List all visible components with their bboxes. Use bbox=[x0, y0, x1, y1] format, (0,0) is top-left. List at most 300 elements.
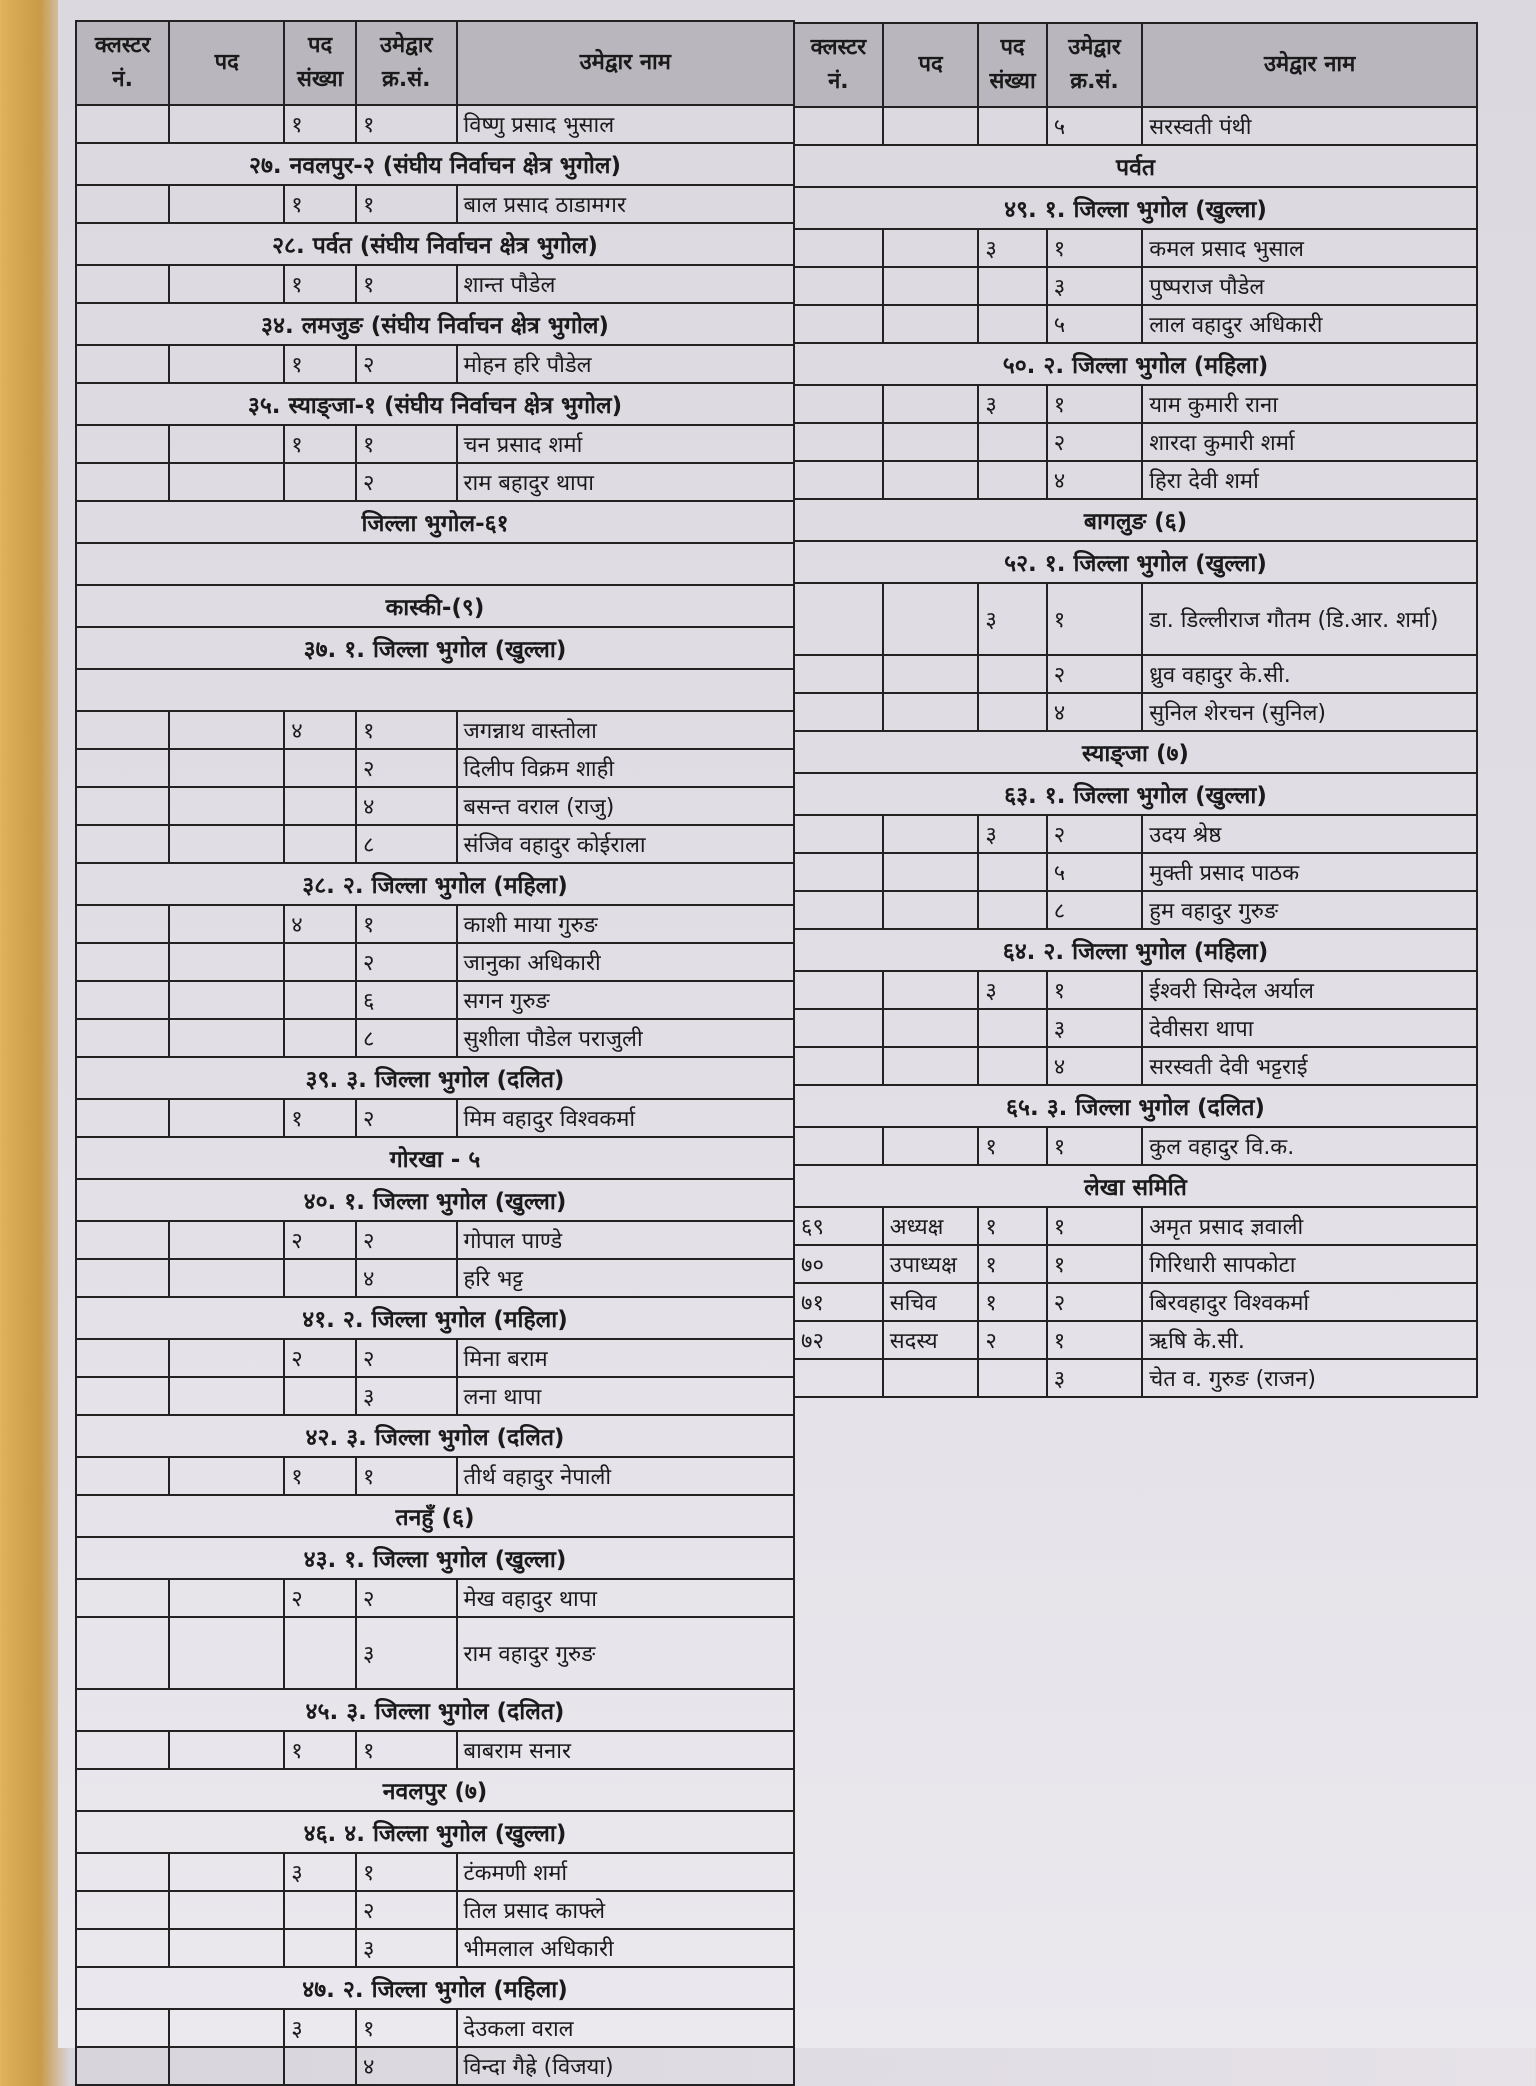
table-row bbox=[794, 229, 1477, 267]
cell-name: सरस्वती पंथी bbox=[1142, 107, 1477, 145]
section-heading: लेखा समिति bbox=[794, 1165, 1477, 1207]
cell-cluster bbox=[76, 825, 169, 863]
cell-serial: १ bbox=[1047, 229, 1143, 267]
cell-post bbox=[883, 1359, 979, 1397]
cell-post bbox=[169, 1617, 284, 1689]
cell-serial: ५ bbox=[1047, 305, 1143, 343]
section-row bbox=[76, 1537, 794, 1579]
table-row bbox=[794, 461, 1477, 499]
table-row bbox=[76, 1929, 794, 1967]
table-row bbox=[76, 787, 794, 825]
cell-serial: १ bbox=[1047, 583, 1143, 655]
table-row bbox=[76, 1853, 794, 1891]
cell-count bbox=[284, 1377, 356, 1415]
cell-count: ३ bbox=[284, 1853, 356, 1891]
cell-name: जगन्नाथ वास्तोला bbox=[457, 711, 794, 749]
section-heading: ४५. ३. जिल्ला भुगोल (दलित) bbox=[76, 1689, 794, 1731]
cell-serial: २ bbox=[356, 1579, 457, 1617]
section-heading: ४१. २. जिल्ला भुगोल (महिला) bbox=[76, 1297, 794, 1339]
cell-count: १ bbox=[284, 105, 356, 143]
section-row bbox=[794, 343, 1477, 385]
cell-serial: २ bbox=[356, 1339, 457, 1377]
cell-name: टंकमणी शर्मा bbox=[457, 1853, 794, 1891]
cell-count: २ bbox=[284, 1221, 356, 1259]
cell-cluster bbox=[76, 1929, 169, 1967]
table-row bbox=[76, 1617, 794, 1689]
cell-post bbox=[169, 749, 284, 787]
cell-cluster bbox=[794, 815, 883, 853]
table-row bbox=[794, 1245, 1477, 1283]
table-row bbox=[794, 1009, 1477, 1047]
cell-name: ऋषि के.सी. bbox=[1142, 1321, 1477, 1359]
cell-serial: ३ bbox=[356, 1617, 457, 1689]
cell-serial: ४ bbox=[1047, 461, 1143, 499]
cell-name: चेत व. गुरुङ (राजन) bbox=[1142, 1359, 1477, 1397]
cell-count: २ bbox=[284, 1579, 356, 1617]
table-row bbox=[794, 891, 1477, 929]
cell-post bbox=[883, 461, 979, 499]
cell-post bbox=[169, 345, 284, 383]
cell-name: याम कुमारी राना bbox=[1142, 385, 1477, 423]
section-row bbox=[794, 773, 1477, 815]
cell-serial: ८ bbox=[356, 1019, 457, 1057]
cell-post bbox=[883, 693, 979, 731]
cell-count: १ bbox=[978, 1283, 1046, 1321]
table-row bbox=[76, 265, 794, 303]
cell-post bbox=[169, 2047, 284, 2085]
cell-serial: ५ bbox=[1047, 853, 1143, 891]
cell-cluster bbox=[76, 905, 169, 943]
cell-name: विष्णु प्रसाद भुसाल bbox=[457, 105, 794, 143]
section-heading: पर्वत bbox=[794, 145, 1477, 187]
cell-count: ३ bbox=[978, 583, 1046, 655]
cell-count bbox=[978, 655, 1046, 693]
cell-cluster: ६९ bbox=[794, 1207, 883, 1245]
section-heading: गोरखा - ५ bbox=[76, 1137, 794, 1179]
table-row bbox=[794, 583, 1477, 655]
table-row bbox=[76, 463, 794, 501]
cell-post bbox=[169, 105, 284, 143]
cell-post bbox=[883, 267, 979, 305]
cell-name: बाबराम सनार bbox=[457, 1731, 794, 1769]
table-row bbox=[76, 981, 794, 1019]
cell-name: अमृत प्रसाद ज्ञवाली bbox=[1142, 1207, 1477, 1245]
cell-count bbox=[284, 825, 356, 863]
cell-serial: ४ bbox=[356, 787, 457, 825]
cell-name: शारदा कुमारी शर्मा bbox=[1142, 423, 1477, 461]
cell-cluster: ७१ bbox=[794, 1283, 883, 1321]
section-row bbox=[794, 1085, 1477, 1127]
header-post: पद bbox=[883, 23, 979, 107]
table-row bbox=[76, 1019, 794, 1057]
section-heading: ३५. स्याङ्जा-१ (संघीय निर्वाचन क्षेत्र भुगोल) bbox=[76, 383, 794, 425]
table-row bbox=[76, 1579, 794, 1617]
section-heading: तनहुँ (६) bbox=[76, 1495, 794, 1537]
cell-post bbox=[169, 265, 284, 303]
cell-cluster bbox=[794, 423, 883, 461]
cell-serial: ८ bbox=[1047, 891, 1143, 929]
cell-cluster bbox=[76, 749, 169, 787]
cell-cluster: ७२ bbox=[794, 1321, 883, 1359]
cell-post bbox=[169, 185, 284, 223]
section-heading: ४७. २. जिल्ला भुगोल (महिला) bbox=[76, 1967, 794, 2009]
cell-post bbox=[883, 891, 979, 929]
cell-serial: २ bbox=[356, 749, 457, 787]
cell-cluster bbox=[794, 1009, 883, 1047]
cell-post bbox=[169, 1259, 284, 1297]
cell-serial: १ bbox=[356, 185, 457, 223]
cell-count bbox=[978, 891, 1046, 929]
cell-name: ध्रुव वहादुर के.सी. bbox=[1142, 655, 1477, 693]
cell-serial: १ bbox=[1047, 1321, 1143, 1359]
table-row bbox=[76, 345, 794, 383]
header-serial: उमेद्वार क्र.सं. bbox=[1047, 23, 1143, 107]
cell-count bbox=[978, 423, 1046, 461]
cell-serial: २ bbox=[356, 943, 457, 981]
table-row bbox=[794, 853, 1477, 891]
section-heading: ३७. १. जिल्ला भुगोल (खुल्ला) bbox=[76, 627, 794, 669]
section-heading: ३४. लमजुङ (संघीय निर्वाचन क्षेत्र भुगोल) bbox=[76, 303, 794, 345]
table-row bbox=[76, 711, 794, 749]
cell-serial: २ bbox=[356, 1221, 457, 1259]
section-row bbox=[76, 669, 794, 711]
cell-post bbox=[883, 971, 979, 1009]
cell-post bbox=[169, 1457, 284, 1495]
cell-cluster bbox=[76, 2047, 169, 2085]
table-row bbox=[794, 1207, 1477, 1245]
cell-count bbox=[284, 981, 356, 1019]
cell-post bbox=[883, 1047, 979, 1085]
header-cluster: क्लस्टर नं. bbox=[794, 23, 883, 107]
cell-serial: ८ bbox=[356, 825, 457, 863]
cell-serial: ३ bbox=[1047, 1009, 1143, 1047]
section-heading: ४०. १. जिल्ला भुगोल (खुल्ला) bbox=[76, 1179, 794, 1221]
cell-name: डा. डिल्लीराज गौतम (डि.आर. शर्मा) bbox=[1142, 583, 1477, 655]
section-row bbox=[76, 1769, 794, 1811]
cell-post bbox=[169, 1221, 284, 1259]
table-header bbox=[76, 21, 794, 105]
cell-cluster bbox=[76, 2009, 169, 2047]
table-row bbox=[794, 305, 1477, 343]
cell-count: १ bbox=[284, 1731, 356, 1769]
cell-cluster bbox=[794, 1359, 883, 1397]
section-heading: ६५. ३. जिल्ला भुगोल (दलित) bbox=[794, 1085, 1477, 1127]
section-row bbox=[76, 1137, 794, 1179]
cell-post: सचिव bbox=[883, 1283, 979, 1321]
header-serial: उमेद्वार क्र.सं. bbox=[356, 21, 457, 105]
table-row bbox=[76, 425, 794, 463]
cell-cluster bbox=[794, 267, 883, 305]
cell-name: मोहन हरि पौडेल bbox=[457, 345, 794, 383]
cell-serial: १ bbox=[1047, 1245, 1143, 1283]
cell-post bbox=[169, 1339, 284, 1377]
section-heading: २८. पर्वत (संघीय निर्वाचन क्षेत्र भुगोल) bbox=[76, 223, 794, 265]
section-heading: जिल्ला भुगोल-६१ bbox=[76, 501, 794, 543]
cell-name: देवीसरा थापा bbox=[1142, 1009, 1477, 1047]
table-row bbox=[794, 1321, 1477, 1359]
cell-name: हिरा देवी शर्मा bbox=[1142, 461, 1477, 499]
section-row bbox=[76, 1811, 794, 1853]
cell-count bbox=[284, 1617, 356, 1689]
cell-cluster bbox=[76, 1731, 169, 1769]
header-name: उमेद्वार नाम bbox=[457, 21, 794, 105]
header-count: पद संख्या bbox=[284, 21, 356, 105]
cell-cluster bbox=[794, 655, 883, 693]
cell-cluster bbox=[76, 1457, 169, 1495]
cell-serial: २ bbox=[356, 345, 457, 383]
table-row bbox=[794, 655, 1477, 693]
cell-count bbox=[284, 1019, 356, 1057]
cell-post bbox=[883, 583, 979, 655]
header-name: उमेद्वार नाम bbox=[1142, 23, 1477, 107]
table-row bbox=[76, 2009, 794, 2047]
cell-count: ३ bbox=[978, 815, 1046, 853]
table-row bbox=[76, 1259, 794, 1297]
cell-post bbox=[883, 229, 979, 267]
cell-name: बिरवहादुर विश्वकर्मा bbox=[1142, 1283, 1477, 1321]
table-row bbox=[76, 1339, 794, 1377]
section-row bbox=[76, 1297, 794, 1339]
cell-name: सुशीला पौडेल पराजुली bbox=[457, 1019, 794, 1057]
cell-count: १ bbox=[978, 1207, 1046, 1245]
section-heading: ४६. ४. जिल्ला भुगोल (खुल्ला) bbox=[76, 1811, 794, 1853]
cell-count bbox=[284, 1929, 356, 1967]
cell-post bbox=[883, 1127, 979, 1165]
cell-cluster bbox=[76, 185, 169, 223]
cell-serial: ३ bbox=[356, 1929, 457, 1967]
cell-post bbox=[883, 385, 979, 423]
section-heading: ४२. ३. जिल्ला भुगोल (दलित) bbox=[76, 1415, 794, 1457]
table-row bbox=[76, 1731, 794, 1769]
cell-count bbox=[978, 1009, 1046, 1047]
cell-serial: ३ bbox=[1047, 1359, 1143, 1397]
cell-count bbox=[284, 463, 356, 501]
cell-cluster bbox=[794, 305, 883, 343]
cell-cluster bbox=[76, 1617, 169, 1689]
cell-name: गिरिधारी सापकोटा bbox=[1142, 1245, 1477, 1283]
cell-name: शान्त पौडेल bbox=[457, 265, 794, 303]
cell-post bbox=[169, 825, 284, 863]
cell-cluster bbox=[76, 345, 169, 383]
cell-post: उपाध्यक्ष bbox=[883, 1245, 979, 1283]
cell-name: हुम वहादुर गुरुङ bbox=[1142, 891, 1477, 929]
cell-name: चन प्रसाद शर्मा bbox=[457, 425, 794, 463]
cell-post bbox=[169, 711, 284, 749]
cell-count: १ bbox=[284, 345, 356, 383]
cell-cluster bbox=[76, 425, 169, 463]
section-row bbox=[794, 929, 1477, 971]
cell-serial: ४ bbox=[1047, 1047, 1143, 1085]
cell-cluster bbox=[794, 583, 883, 655]
cell-name: राम बहादुर थापा bbox=[457, 463, 794, 501]
section-row bbox=[76, 1179, 794, 1221]
table-row bbox=[76, 943, 794, 981]
section-heading: ६३. १. जिल्ला भुगोल (खुल्ला) bbox=[794, 773, 1477, 815]
table-row bbox=[76, 1221, 794, 1259]
cell-serial: १ bbox=[356, 105, 457, 143]
cell-serial: १ bbox=[356, 2009, 457, 2047]
cell-cluster bbox=[76, 265, 169, 303]
cell-cluster bbox=[76, 711, 169, 749]
cell-post: अध्यक्ष bbox=[883, 1207, 979, 1245]
cell-name: सुनिल शेरचन (सुनिल) bbox=[1142, 693, 1477, 731]
table-row bbox=[76, 1099, 794, 1137]
cell-count bbox=[284, 787, 356, 825]
cell-cluster bbox=[76, 1339, 169, 1377]
cell-cluster bbox=[794, 1127, 883, 1165]
cell-name: काशी माया गुरुङ bbox=[457, 905, 794, 943]
table-row bbox=[794, 267, 1477, 305]
table-row bbox=[794, 1359, 1477, 1397]
cell-serial: ४ bbox=[1047, 693, 1143, 731]
cell-count: १ bbox=[978, 1245, 1046, 1283]
section-heading bbox=[76, 543, 794, 585]
cell-cluster: ७० bbox=[794, 1245, 883, 1283]
cell-post bbox=[169, 2009, 284, 2047]
table-row bbox=[76, 1377, 794, 1415]
cell-post bbox=[169, 787, 284, 825]
table-row bbox=[794, 107, 1477, 145]
section-heading: कास्की-(९) bbox=[76, 585, 794, 627]
cell-name: ईश्वरी सिग्देल अर्याल bbox=[1142, 971, 1477, 1009]
cell-cluster bbox=[76, 943, 169, 981]
cell-serial: ६ bbox=[356, 981, 457, 1019]
table-row bbox=[794, 385, 1477, 423]
candidate-table-left bbox=[75, 20, 795, 2086]
cell-serial: १ bbox=[356, 1853, 457, 1891]
cell-serial: २ bbox=[1047, 423, 1143, 461]
cell-name: मिना बराम bbox=[457, 1339, 794, 1377]
cell-serial: २ bbox=[356, 1891, 457, 1929]
table-row bbox=[76, 749, 794, 787]
cell-post bbox=[883, 423, 979, 461]
cell-count bbox=[978, 693, 1046, 731]
section-heading: ४३. १. जिल्ला भुगोल (खुल्ला) bbox=[76, 1537, 794, 1579]
cell-count bbox=[978, 107, 1046, 145]
cell-serial: २ bbox=[1047, 1283, 1143, 1321]
section-row bbox=[76, 543, 794, 585]
cell-serial: २ bbox=[356, 1099, 457, 1137]
section-heading: स्याङ्जा (७) bbox=[794, 731, 1477, 773]
cell-cluster bbox=[76, 1579, 169, 1617]
cell-post bbox=[169, 1377, 284, 1415]
cell-post bbox=[883, 1009, 979, 1047]
table-body-right bbox=[794, 107, 1477, 1397]
cell-cluster bbox=[794, 461, 883, 499]
cell-cluster bbox=[76, 1099, 169, 1137]
section-row bbox=[794, 731, 1477, 773]
section-heading: ५२. १. जिल्ला भुगोल (खुल्ला) bbox=[794, 541, 1477, 583]
cell-cluster bbox=[794, 385, 883, 423]
cell-cluster bbox=[76, 463, 169, 501]
cell-post bbox=[169, 905, 284, 943]
section-heading bbox=[76, 669, 794, 711]
table-row bbox=[794, 815, 1477, 853]
cell-cluster bbox=[76, 1377, 169, 1415]
cell-post bbox=[169, 425, 284, 463]
cell-name: लना थापा bbox=[457, 1377, 794, 1415]
table-row bbox=[76, 825, 794, 863]
cell-cluster bbox=[794, 853, 883, 891]
section-row bbox=[76, 1057, 794, 1099]
cell-count bbox=[978, 1047, 1046, 1085]
cell-serial: ४ bbox=[356, 2047, 457, 2085]
section-row bbox=[794, 1165, 1477, 1207]
cell-post bbox=[169, 1099, 284, 1137]
cell-post bbox=[169, 1019, 284, 1057]
section-heading: ५०. २. जिल्ला भुगोल (महिला) bbox=[794, 343, 1477, 385]
section-heading: बागलुङ (६) bbox=[794, 499, 1477, 541]
cell-count: १ bbox=[284, 1099, 356, 1137]
section-heading: नवलपुर (७) bbox=[76, 1769, 794, 1811]
section-row bbox=[76, 1495, 794, 1537]
table-row bbox=[76, 2047, 794, 2085]
cell-name: भीमलाल अधिकारी bbox=[457, 1929, 794, 1967]
cell-serial: १ bbox=[1047, 1207, 1143, 1245]
section-row bbox=[76, 501, 794, 543]
cell-serial: १ bbox=[356, 905, 457, 943]
right-column bbox=[793, 22, 1478, 1398]
section-row bbox=[76, 863, 794, 905]
cell-name: बाल प्रसाद ठाडामगर bbox=[457, 185, 794, 223]
cell-count: ४ bbox=[284, 905, 356, 943]
cell-count: ४ bbox=[284, 711, 356, 749]
table-row bbox=[76, 1891, 794, 1929]
cell-post bbox=[169, 1731, 284, 1769]
header-cluster: क्लस्टर नं. bbox=[76, 21, 169, 105]
cell-cluster bbox=[76, 1891, 169, 1929]
cell-name: तिल प्रसाद काफ्ले bbox=[457, 1891, 794, 1929]
cell-cluster bbox=[76, 1853, 169, 1891]
cell-count: ३ bbox=[284, 2009, 356, 2047]
cell-serial: २ bbox=[1047, 655, 1143, 693]
cell-serial: १ bbox=[1047, 971, 1143, 1009]
table-row bbox=[794, 1127, 1477, 1165]
cell-name: सगन गुरुङ bbox=[457, 981, 794, 1019]
cell-serial: १ bbox=[356, 265, 457, 303]
cell-count bbox=[978, 267, 1046, 305]
cell-name: लाल वहादुर अधिकारी bbox=[1142, 305, 1477, 343]
cell-name: विन्दा गैह्रे (विजया) bbox=[457, 2047, 794, 2085]
cell-post bbox=[169, 1891, 284, 1929]
cell-serial: १ bbox=[356, 1731, 457, 1769]
section-heading: ३८. २. जिल्ला भुगोल (महिला) bbox=[76, 863, 794, 905]
cell-name: कमल प्रसाद भुसाल bbox=[1142, 229, 1477, 267]
section-row bbox=[76, 627, 794, 669]
cell-post bbox=[169, 943, 284, 981]
cell-count: १ bbox=[284, 425, 356, 463]
cell-post: सदस्य bbox=[883, 1321, 979, 1359]
cell-count bbox=[284, 1259, 356, 1297]
cell-cluster bbox=[794, 1047, 883, 1085]
cell-count bbox=[978, 461, 1046, 499]
table-header bbox=[794, 23, 1477, 107]
cell-name: गोपाल पाण्डे bbox=[457, 1221, 794, 1259]
cell-post bbox=[883, 107, 979, 145]
cell-serial: २ bbox=[356, 463, 457, 501]
cell-name: तीर्थ वहादुर नेपाली bbox=[457, 1457, 794, 1495]
cell-cluster bbox=[794, 229, 883, 267]
section-row bbox=[76, 1967, 794, 2009]
cell-count: ३ bbox=[978, 229, 1046, 267]
cell-name: दिलीप विक्रम शाही bbox=[457, 749, 794, 787]
cell-post bbox=[883, 305, 979, 343]
cell-name: राम वहादुर गुरुङ bbox=[457, 1617, 794, 1689]
section-row bbox=[794, 145, 1477, 187]
cell-cluster bbox=[794, 971, 883, 1009]
section-row bbox=[76, 585, 794, 627]
cell-name: देउकला वराल bbox=[457, 2009, 794, 2047]
